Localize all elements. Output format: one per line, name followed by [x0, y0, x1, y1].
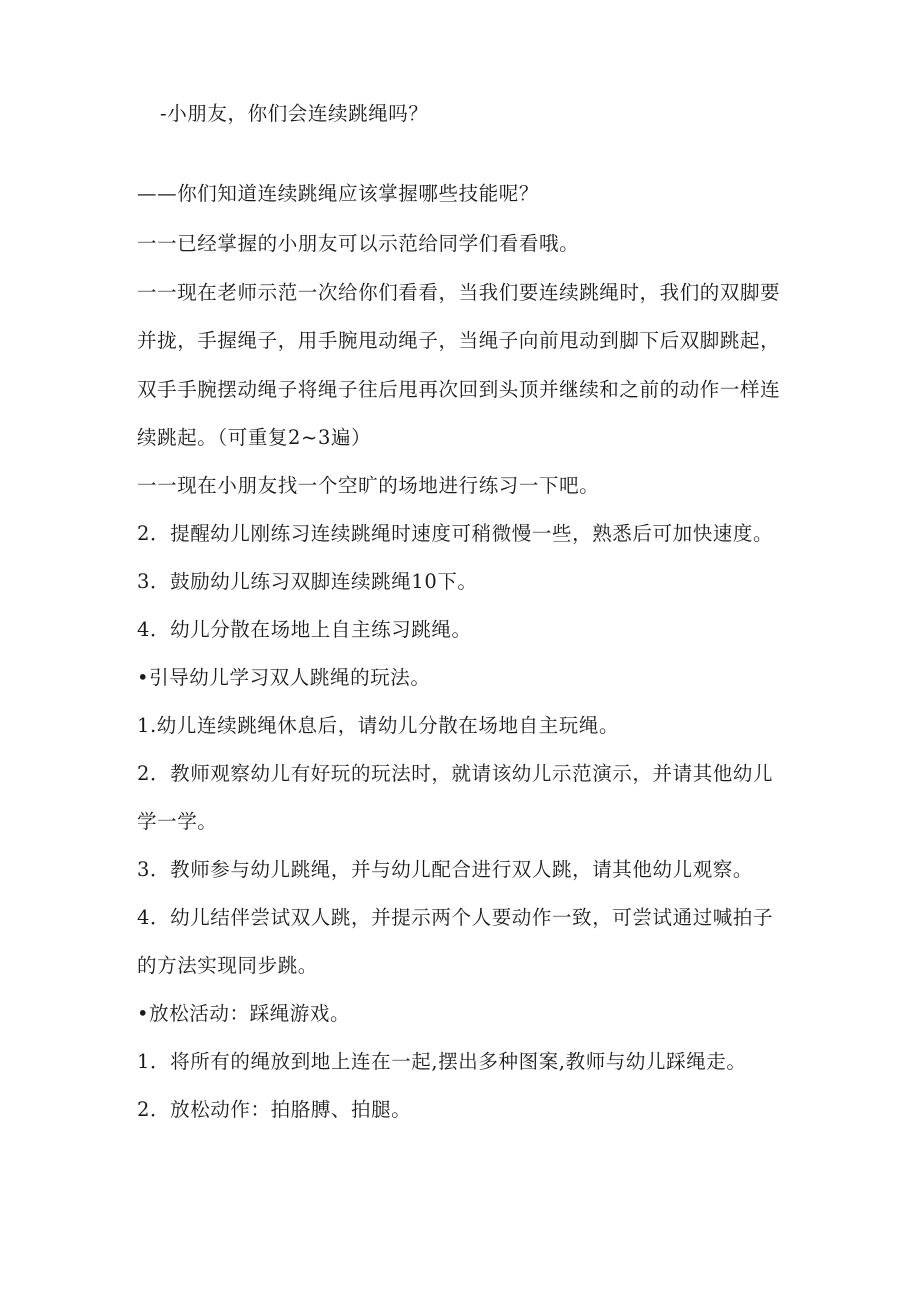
list-item-observe-line-2: 学一学。: [137, 810, 218, 833]
paragraph-demo-invite: 一一已经掌握的小朋友可以示范给同学们看看哦。: [137, 232, 580, 255]
paragraph-teacher-demo-line-3: 双手手腕摆动绳子将绳子往后甩再次回到头顶并继续和之前的动作一样连: [137, 378, 781, 401]
paragraph-intro-question: -小朋友，你们会连续跳绳吗？: [160, 102, 429, 125]
section-heading-double-rope: •引导幼儿学习双人跳绳的玩法。: [137, 666, 431, 689]
list-item-teacher-participate: 3．教师参与幼儿跳绳，并与幼儿配合进行双人跳，请其他幼儿观察。: [137, 858, 754, 881]
paragraph-skills-question: ——你们知道连续跳绳应该掌握哪些技能呢？: [137, 182, 540, 205]
list-item-speed-reminder: 2．提醒幼儿刚练习连续跳绳时速度可稍微慢一些，熟悉后可加快速度。: [137, 522, 774, 545]
list-item-rope-pattern: 1．将所有的绳放到地上连在一起,摆出多种图案,教师与幼儿踩绳走。: [137, 1050, 747, 1073]
list-item-partner-try-line-1: 4．幼儿结伴尝试双人跳，并提示两个人要动作一致，可尝试通过喊拍子: [137, 906, 774, 929]
paragraph-practice-invite: 一一现在小朋友找一个空旷的场地进行练习一下吧。: [137, 474, 600, 497]
list-item-partner-try-line-2: 的方法实现同步跳。: [137, 954, 318, 977]
paragraph-teacher-demo-line-1: 一一现在老师示范一次给你们看看，当我们要连续跳绳时，我们的双脚要: [137, 281, 781, 304]
list-item-free-practice: 4．幼儿分散在场地上自主练习跳绳。: [137, 618, 472, 641]
list-item-free-play: 1.幼儿连续跳绳休息后，请幼儿分散在场地自主玩绳。: [137, 714, 620, 737]
list-item-relax-moves: 2．放松动作：拍胳膊、拍腿。: [137, 1098, 412, 1121]
list-item-observe-line-1: 2．教师观察幼儿有好玩的玩法时，就请该幼儿示范演示，并请其他幼儿: [137, 762, 774, 785]
list-item-ten-jumps: 3．鼓励幼儿练习双脚连续跳绳10下。: [137, 570, 478, 593]
paragraph-teacher-demo-line-4: 续跳起。（可重复2~3遍）: [137, 426, 372, 449]
section-heading-relax: •放松活动：踩绳游戏。: [137, 1002, 351, 1025]
paragraph-teacher-demo-line-2: 并拢，手握绳子，用手腕甩动绳子，当绳子向前甩动到脚下后双脚跳起，: [137, 329, 781, 352]
